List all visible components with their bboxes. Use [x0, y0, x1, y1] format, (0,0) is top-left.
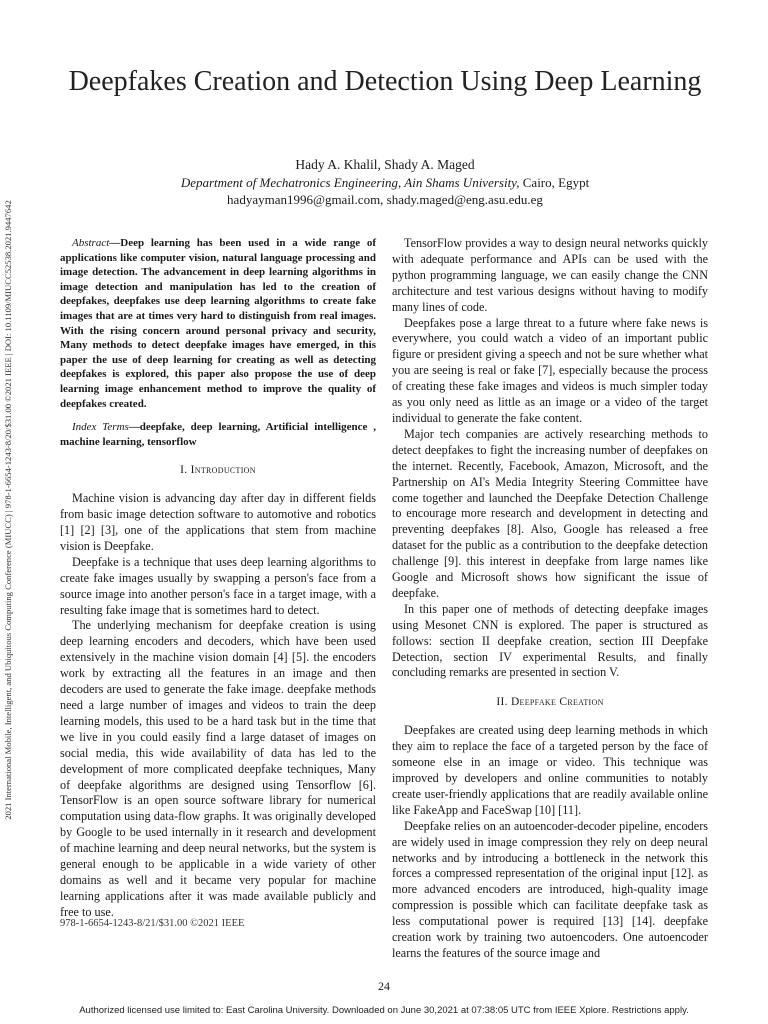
abstract — [60, 236, 376, 411]
footer-isbn: 978-1-6654-1243-8/21/$31.00 ©2021 IEEE — [60, 918, 245, 929]
section-heading-deepfake-creation: II. Deepfake Creation — [496, 696, 604, 709]
side-note-text: 2021 International Mobile, Intelligent, and Ubiquitous Computing Conference (MIUCC) | 978-1-6654-1243-8/20/$31.00 ©2021 IEEE | DOI: 10.1109/MIUCC52538.2021.9447642 — [3, 200, 13, 820]
index-terms — [60, 420, 376, 449]
left-column — [60, 236, 376, 921]
right-column — [392, 236, 708, 962]
affiliation-place: Cairo, Egypt — [519, 175, 590, 190]
authorized-use-note: Authorized licensed use limited to: East Carolina University. Downloaded on June 30,2021 at 07:38:05 UTC from IEEE Xplore. Restrictions apply. — [79, 1005, 689, 1016]
section-heading-introduction: I. Introduction — [180, 464, 256, 477]
paragraph: Deepfakes are created using deep learning methods in which they aim to replace the face of a targeted person by the face of someone else in an image or video. This technique was improved by developers and online communities to notably create user-friendly applications that are readily available online like FakeApp and FaceSwap [10] [11]. — [392, 723, 708, 817]
side-conference-note — [2, 130, 14, 890]
paragraph: TensorFlow provides a way to design neural networks quickly with adequate performance and APIs can be used with the python programming language, we can easily change the CNN architecture and test various designs without having to modify many lines of code. — [392, 236, 708, 314]
paragraph: The underlying mechanism for deepfake creation is using deep learning encoders and decoders, which have been used extensively in the machine vision domain [4] [5]. the encoders work by extracting all the features in an image and then decoders are used to generate the fake image. deepfake methods need a large number of images and videos to train the deep learning models, this used to be a hard task but in the time that we live in you could easily find a large dataset of images on social media, this wide availability of data has led to the development of more complicated deepfake techniques, Many of deepfake algorithms are designed using Tensorflow [6]. TensorFlow is an open source software library for numerical computation using data-flow graphs. It was originally developed by Google to be used internally in it research and development of machine learning and deep neural networks, but the system is general enough to be applicable in a wide variety of other domains as well and it became very popular for machine learning applications after it was made available publicly and free to use. — [60, 618, 376, 919]
page-number: 24 — [378, 979, 390, 993]
paragraph: In this paper one of methods of detecting deepfake images using Mesonet CNN is explored. The paper is structured as follows: section II deepfake creation, section III Deepfake Detection, section IV experimental Results, and finally concluding remarks are presented in section V. — [392, 601, 708, 680]
abstract-text: —Deep learning has been used in a wide range of applications like computer vision, natural language processing and image detection. The advancement in deep learning algorithms in image detection and manipulation has led to the creation of deepfakes, deepfakes use deep learning algorithms to create fake images that are at times very hard to distinguish from real images. With the rising concern around personal privacy and security, Many methods to detect deepfake images have emerged, in this paper the use of deep learning for creating as well as detecting deepfakes is explored, this paper also propose the use of deep learning image enhancement method to improve the quality of deepfakes created. — [60, 237, 376, 410]
author-emails: hadyayman1996@gmail.com, shady.maged@eng.asu.edu.eg — [227, 192, 543, 207]
paragraph: Deepfake relies on an autoencoder-decoder pipeline, encoders are widely used in image compression they rely on deep neural networks and by introducing a bottleneck in the network this forces a compressed representation of the original input [12]. as more advanced encoders are introduced, high-quality image compression is possible which can facilitate deepfake task as less computational power is required [13] [14]. deepfake creation work by training two autoencoders. One autoencoder learns the features of the source image and — [392, 818, 708, 960]
affiliation-department: Department of Mechatronics Engineering, Ain Shams University, — [180, 175, 520, 190]
paragraph: Machine vision is advancing day after day in different fields from basic image detection software to automotive and robotics [1] [2] [3], one of the applications that stem from machine vision is Deepfake. — [60, 491, 376, 553]
abstract-label: Abstract — [72, 237, 110, 249]
author-affiliation — [60, 174, 710, 191]
paragraph: Major tech companies are actively researching methods to detect deepfakes to fight the increasing number of deepfakes on the internet. Recently, Facebook, Amazon, Microsoft, and the Partnership on AI's Media Integrity Steering Committee have come together and launched the Deepfake Detection Challenge to encourage more research and development in detecting and preventing deepfakes [8]. Also, Google has released a free dataset for the public as a contribution to the deepfake detection challenge [9]. this interest in deepfake from large names like Google and Microsoft shows how significant the issue of deepfake. — [392, 426, 708, 600]
paper-authors: Hady A. Khalil, Shady A. Maged — [295, 157, 475, 172]
index-terms-label: Index Terms — [72, 421, 129, 434]
index-terms-text: —deepfake, deep learning, Artificial intelligence , machine learning, tensorflow — [60, 421, 376, 448]
paper-title: Deepfakes Creation and Detection Using Deep Learning — [68, 66, 702, 97]
paragraph: Deepfake is a technique that uses deep learning algorithms to create fake images usually by swapping a person's face from a source image into another person's face in a target image, with a resulting fake image that is sometimes hard to detect. — [60, 554, 376, 617]
paragraph: Deepfakes pose a large threat to a future where fake news is everywhere, you could watch a video of an important public figure or president giving a speech and not be sure whether what you are seeing is real or fake [7], especially because the process of creating these fake images and videos is much simpler today as you only need as little as an image or a video of the target individual to generate the fake content. — [392, 315, 708, 425]
